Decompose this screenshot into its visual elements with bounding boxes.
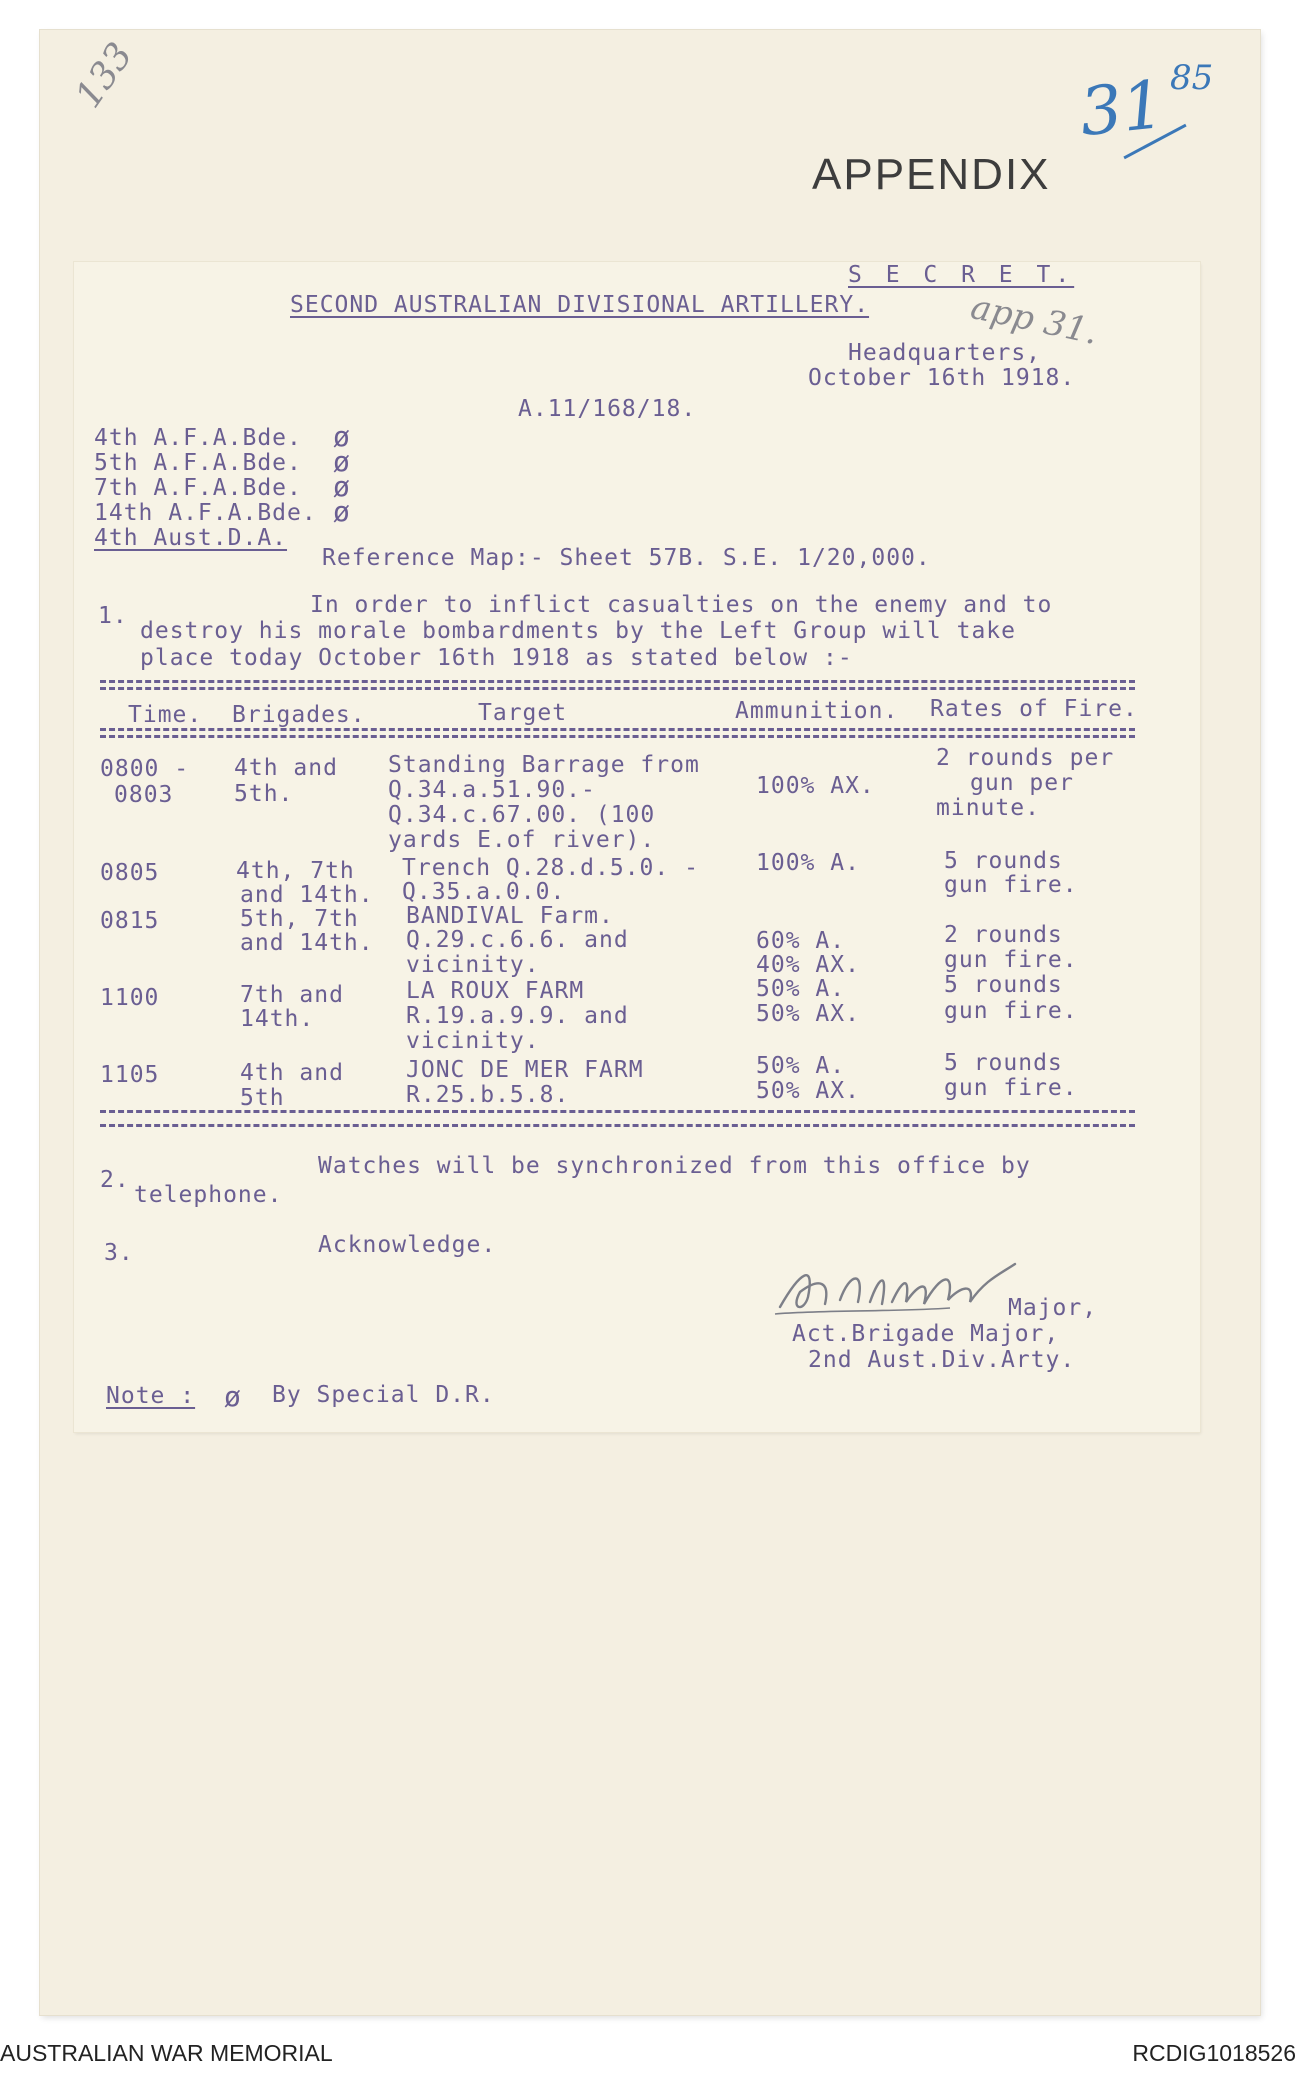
secret-marking: S E C R E T.	[848, 262, 1075, 288]
col-header-ammunition: Ammunition.	[735, 698, 899, 724]
cell-rates: 2 rounds per	[936, 745, 1115, 771]
table-rule-top	[100, 687, 1135, 690]
cell-brigades: 7th and	[240, 982, 344, 1008]
distribution-unit: 7th A.F.A.Bde.	[94, 475, 302, 501]
cell-target: vicinity.	[406, 1028, 540, 1054]
pencil-note: app 31.	[967, 287, 1102, 353]
cell-ammunition: 100% AX.	[756, 773, 875, 799]
cell-target: R.19.a.9.9. and	[406, 1003, 629, 1029]
para1-line: place today October 16th 1918 as stated below :-	[140, 645, 853, 671]
table-rule-bottom	[100, 1110, 1135, 1113]
cell-rates: gun fire.	[944, 872, 1078, 898]
col-header-rates: Rates of Fire.	[930, 696, 1138, 722]
cell-brigades: 4th and	[240, 1060, 344, 1086]
cell-target: JONC DE MER FARM	[406, 1057, 644, 1083]
cell-brigades: and 14th.	[240, 930, 374, 956]
cell-target: Q.35.a.0.0.	[402, 879, 566, 905]
cell-time: 0805	[100, 860, 160, 886]
cell-rates: gun fire.	[944, 998, 1078, 1024]
handwritten-signature	[770, 1252, 1030, 1322]
signature-rank: Major,	[1008, 1295, 1098, 1321]
cell-brigades: 5th	[240, 1085, 285, 1111]
cell-brigades: 14th.	[240, 1006, 315, 1032]
signature-role: Act.Brigade Major,	[792, 1321, 1060, 1347]
table-rule-header	[100, 728, 1135, 731]
para1-line: destroy his morale bombardments by the Left Group will take	[140, 618, 1016, 644]
para2-number: 2.	[100, 1167, 130, 1193]
cell-brigades: 5th, 7th	[240, 906, 359, 932]
cell-target: Standing Barrage from	[388, 752, 700, 778]
cell-time: 1105	[100, 1062, 160, 1088]
distribution-mark: ø	[333, 445, 351, 478]
cell-brigades: 5th.	[234, 781, 294, 807]
appendix-stamp: APPENDIX	[812, 150, 1051, 199]
col-header-target: Target	[478, 700, 568, 726]
cell-ammunition: 50% A.	[756, 976, 846, 1002]
cell-rates: 2 rounds	[944, 922, 1063, 948]
cell-rates: minute.	[936, 795, 1040, 821]
distribution-unit: 5th A.F.A.Bde.	[94, 450, 302, 476]
col-header-time: Time.	[128, 702, 203, 728]
cell-target: BANDIVAL Farm.	[406, 903, 614, 929]
cell-ammunition: 50% A.	[756, 1053, 846, 1079]
para3-number: 3.	[104, 1240, 134, 1266]
cell-time: 0803	[114, 782, 174, 808]
cell-time: 0815	[100, 908, 160, 934]
folio-number: 133	[67, 35, 141, 116]
footer-record-id: RCDIG1018526	[1132, 2040, 1296, 2066]
note-text: By Special D.R.	[272, 1382, 495, 1408]
header-date: October 16th 1918.	[808, 365, 1076, 391]
cell-target: Q.34.c.67.00. (100	[388, 802, 656, 828]
distribution-unit: 4th Aust.D.A.	[94, 525, 288, 551]
cell-time: 1100	[100, 985, 160, 1011]
reference-map: Reference Map:- Sheet 57B. S.E. 1/20,000.	[322, 545, 931, 571]
note-label: Note :	[106, 1383, 196, 1409]
cell-ammunition: 50% AX.	[756, 1001, 860, 1027]
para2-line: telephone.	[134, 1182, 283, 1208]
para2-line: Watches will be synchronized from this office by	[318, 1153, 1031, 1179]
distribution-unit: 14th A.F.A.Bde.	[94, 500, 317, 526]
cell-ammunition: 50% AX.	[756, 1078, 860, 1104]
cell-ammunition: 100% A.	[756, 850, 860, 876]
table-rule-bottom	[100, 1124, 1135, 1127]
cell-ammunition: 40% AX.	[756, 952, 860, 978]
cell-target: vicinity.	[406, 952, 540, 978]
distribution-unit: 4th A.F.A.Bde.	[94, 425, 302, 451]
cell-time: 0800 -	[100, 756, 190, 782]
reference-number: A.11/168/18.	[518, 396, 697, 422]
cell-rates: 5 rounds	[944, 848, 1063, 874]
table-rule-top	[100, 680, 1135, 683]
signature-unit: 2nd Aust.Div.Arty.	[808, 1347, 1076, 1373]
cell-target: LA ROUX FARM	[406, 978, 585, 1004]
cell-target: yards E.of river).	[388, 827, 656, 853]
header-location: Headquarters,	[848, 340, 1042, 366]
cell-ammunition: 60% A.	[756, 928, 846, 954]
cell-brigades: 4th, 7th	[236, 858, 355, 884]
table-rule-header	[100, 735, 1135, 738]
col-header-brigades: Brigades.	[232, 702, 366, 728]
cell-target: Trench Q.28.d.5.0. -	[402, 855, 699, 881]
note-mark: ø	[224, 1380, 242, 1413]
para3-text: Acknowledge.	[318, 1232, 497, 1258]
distribution-mark: ø	[333, 495, 351, 528]
cell-rates: gun fire.	[944, 1075, 1078, 1101]
cell-target: Q.29.c.6.6. and	[406, 927, 629, 953]
appendix-number: 31	[1076, 65, 1168, 152]
cell-rates: gun fire.	[944, 947, 1078, 973]
cell-rates: gun per	[970, 770, 1074, 796]
para1-number: 1.	[98, 603, 128, 629]
distribution-mark: ø	[333, 420, 351, 453]
cell-brigades: and 14th.	[240, 882, 374, 908]
cell-rates: 5 rounds	[944, 1050, 1063, 1076]
footer-archive-name: AUSTRALIAN WAR MEMORIAL	[0, 2040, 333, 2066]
appendix-superscript: 85	[1170, 58, 1214, 98]
para1-line: In order to inflict casualties on the enemy and to	[310, 592, 1053, 618]
cell-rates: 5 rounds	[944, 972, 1063, 998]
unit-title: SECOND AUSTRALIAN DIVISIONAL ARTILLERY.	[290, 292, 870, 318]
cell-target: R.25.b.5.8.	[406, 1082, 570, 1108]
distribution-mark: ø	[333, 470, 351, 503]
cell-brigades: 4th and	[234, 755, 338, 781]
cell-target: Q.34.a.51.90.-	[388, 777, 596, 803]
